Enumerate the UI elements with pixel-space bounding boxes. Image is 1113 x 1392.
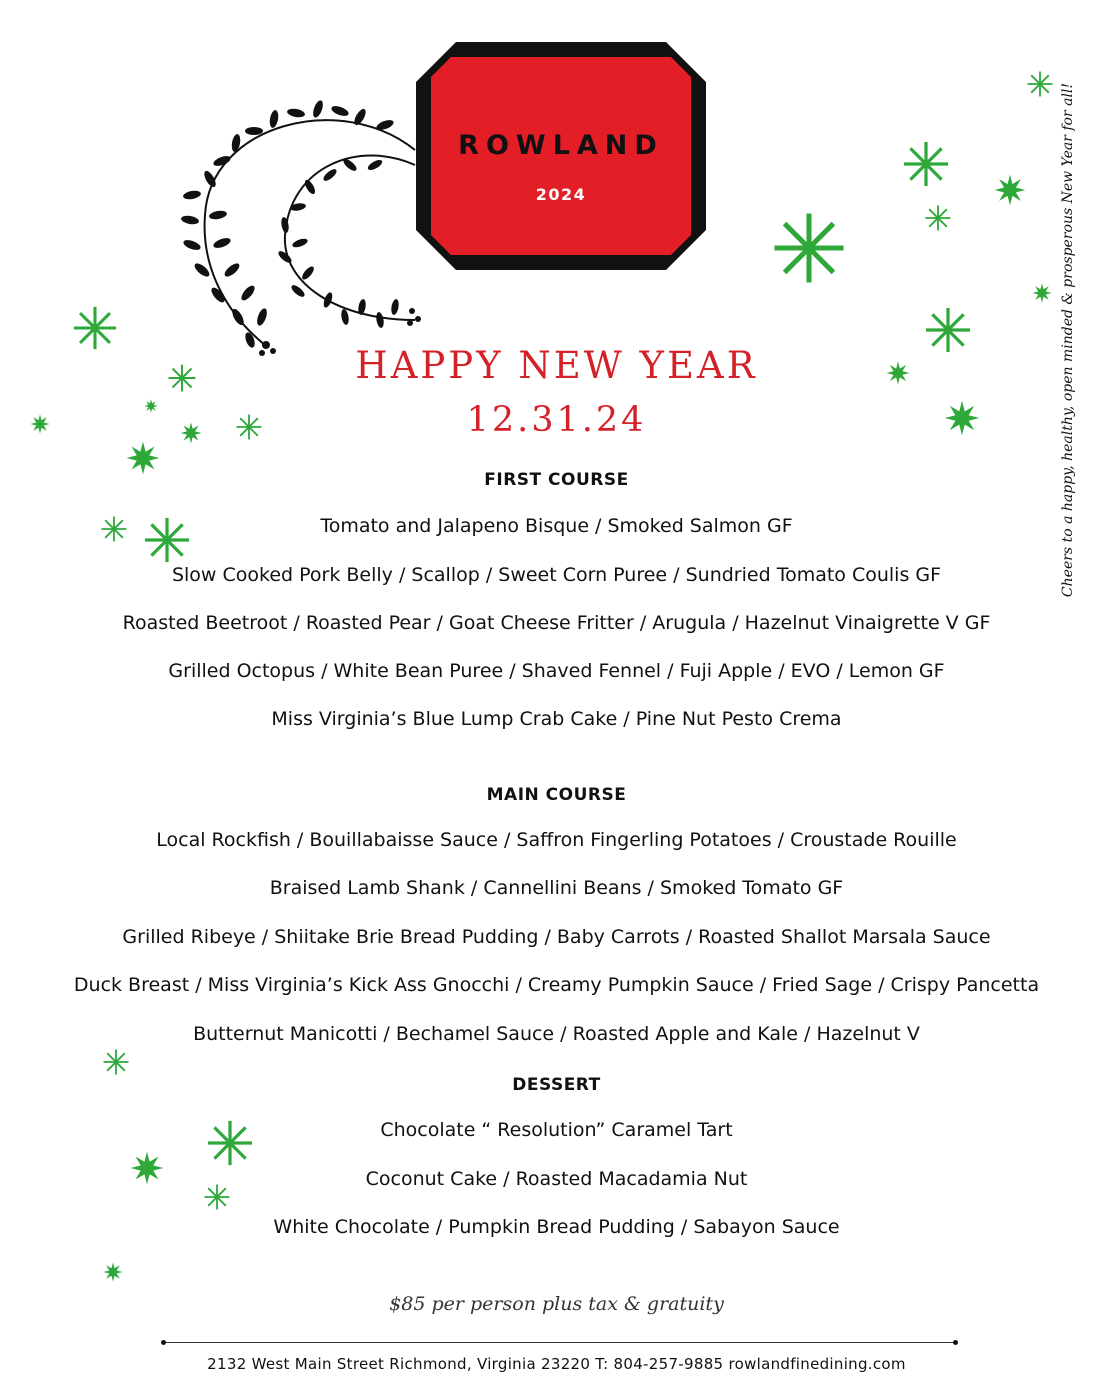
menu-item: Coconut Cake / Roasted Macadamia Nut bbox=[365, 1168, 748, 1190]
star-icon bbox=[101, 516, 127, 542]
menu-item: Grilled Octopus / White Bean Puree / Shaved Fennel / Fuji Apple / EVO / Lemon GF bbox=[168, 660, 945, 682]
price-note: $85 per person plus tax & gratuity bbox=[389, 1293, 724, 1315]
star-icon bbox=[204, 1184, 230, 1210]
menu-item: Roasted Beetroot / Roasted Pear / Goat Cheese Fritter / Arugula / Hazelnut Vinaigrette V GF bbox=[122, 612, 991, 634]
star-icon bbox=[1027, 71, 1053, 97]
menu-item: Chocolate “ Resolution” Caramel Tart bbox=[380, 1119, 733, 1141]
star-icon bbox=[886, 361, 910, 385]
section-title-main-course: MAIN COURSE bbox=[486, 785, 627, 805]
menu-item: White Chocolate / Pumpkin Bread Pudding / Sabayon Sauce bbox=[273, 1216, 840, 1238]
menu-item: Duck Breast / Miss Virginia’s Kick Ass Gnocchi / Creamy Pumpkin Sauce / Fried Sage / Crispy Pancetta bbox=[73, 974, 1040, 996]
menu-item: Tomato and Jalapeno Bisque / Smoked Salmon GF bbox=[320, 515, 793, 537]
side-note: Cheers to a happy, healthy, open minded & prosperous New Year for all! bbox=[1060, 82, 1076, 598]
star-icon bbox=[103, 1262, 123, 1282]
star-icon bbox=[903, 141, 949, 187]
footer-divider bbox=[163, 1342, 956, 1343]
star-icon bbox=[30, 414, 50, 434]
brand-name: ROWLAND bbox=[458, 130, 664, 161]
star-icon bbox=[925, 205, 951, 231]
star-icon bbox=[168, 364, 196, 392]
menu-item: Grilled Ribeye / Shiitake Brie Bread Pudding / Baby Carrots / Roasted Shallot Marsala Sauce bbox=[122, 926, 991, 948]
star-icon bbox=[944, 400, 980, 436]
footer-address: 2132 West Main Street Richmond, Virginia 23220 T: 804-257-9885 rowlandfinedining.com bbox=[207, 1355, 906, 1373]
star-icon bbox=[773, 212, 845, 284]
star-icon bbox=[236, 414, 262, 440]
event-date: 12.31.24 bbox=[466, 400, 647, 440]
laurel-branch-icon bbox=[170, 95, 470, 370]
star-icon bbox=[207, 1120, 253, 1166]
menu-item: Miss Virginia’s Blue Lump Crab Cake / Pine Nut Pesto Crema bbox=[271, 708, 842, 730]
menu-item: Braised Lamb Shank / Cannellini Beans / Smoked Tomato GF bbox=[269, 877, 844, 899]
star-icon bbox=[144, 517, 190, 563]
menu-item: Slow Cooked Pork Belly / Scallop / Sweet Corn Puree / Sundried Tomato Coulis GF bbox=[171, 564, 942, 586]
star-icon bbox=[103, 1049, 129, 1075]
menu-item: Butternut Manicotti / Bechamel Sauce / Roasted Apple and Kale / Hazelnut V bbox=[193, 1023, 920, 1045]
star-icon bbox=[126, 441, 160, 475]
star-icon bbox=[925, 307, 971, 353]
section-title-dessert: DESSERT bbox=[512, 1075, 601, 1095]
headline: HAPPY NEW YEAR bbox=[355, 344, 758, 387]
brand-year: 2024 bbox=[535, 185, 587, 204]
menu-item: Local Rockfish / Bouillabaisse Sauce / Saffron Fingerling Potatoes / Croustade Rouille bbox=[156, 829, 957, 851]
star-icon bbox=[994, 174, 1026, 206]
star-icon bbox=[144, 399, 158, 413]
star-icon bbox=[1032, 283, 1052, 303]
star-icon bbox=[130, 1151, 164, 1185]
star-icon bbox=[180, 422, 202, 444]
star-icon bbox=[73, 306, 117, 350]
section-title-first-course: FIRST COURSE bbox=[484, 470, 629, 490]
